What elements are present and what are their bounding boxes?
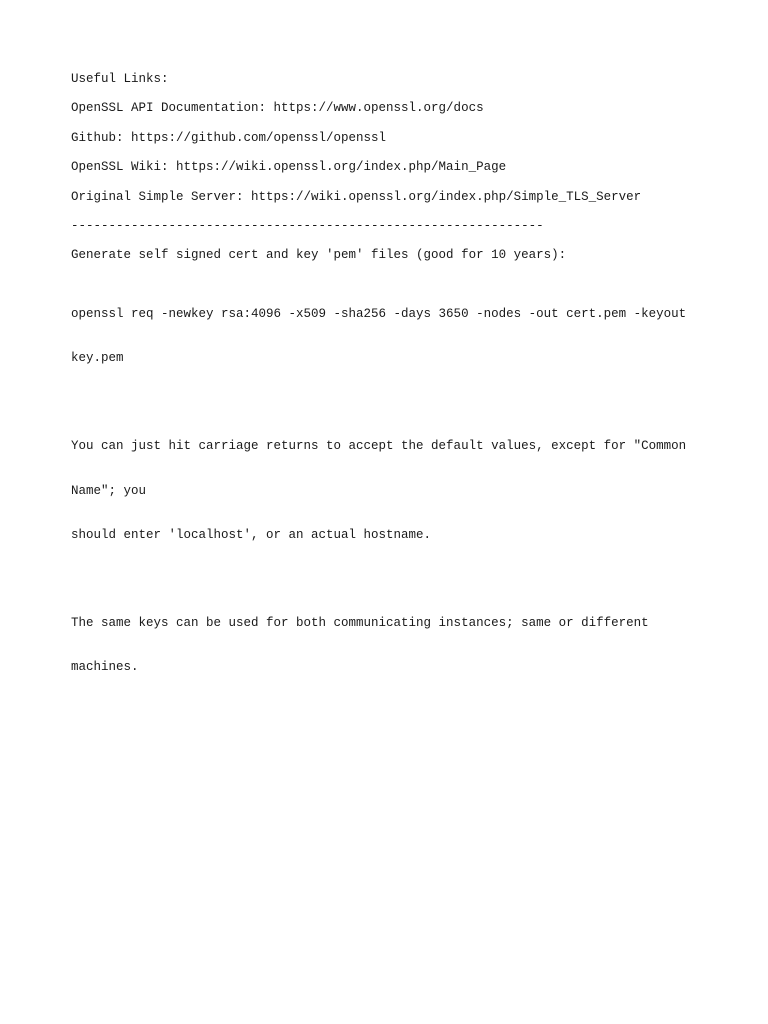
carriage-note-line-3: should enter 'localhost', or an actual hostname. bbox=[71, 527, 432, 542]
command-line-1: openssl req -newkey rsa:4096 -x509 -sha256 -days 3650 -nodes -out cert.pem -keyout bbox=[71, 307, 687, 322]
same-keys-line-2: machines. bbox=[71, 659, 139, 674]
carriage-note-line-2: Name"; you bbox=[71, 483, 147, 498]
carriage-return-note bbox=[71, 410, 711, 572]
separator-line: --------------------------------------------------------------- bbox=[71, 218, 544, 233]
link-simple-server: Original Simple Server: https://wiki.openssl.org/index.php/Simple_TLS_Server bbox=[71, 189, 642, 204]
same-keys-note bbox=[71, 586, 711, 704]
link-github: Github: https://github.com/openssl/openssl bbox=[71, 130, 387, 145]
carriage-note-line-1: You can just hit carriage returns to accept the default values, except for "Common bbox=[71, 439, 687, 454]
openssl-command bbox=[71, 278, 711, 396]
command-line-2: key.pem bbox=[71, 351, 124, 366]
link-openssl-docs: OpenSSL API Documentation: https://www.openssl.org/docs bbox=[71, 101, 484, 116]
link-openssl-wiki: OpenSSL Wiki: https://wiki.openssl.org/index.php/Main_Page bbox=[71, 160, 507, 175]
same-keys-line-1: The same keys can be used for both communicating instances; same or different bbox=[71, 615, 649, 630]
generate-intro: Generate self signed cert and key 'pem' files (good for 10 years): bbox=[71, 248, 567, 263]
document-body bbox=[71, 72, 711, 719]
links-heading: Useful Links: bbox=[71, 72, 169, 86]
